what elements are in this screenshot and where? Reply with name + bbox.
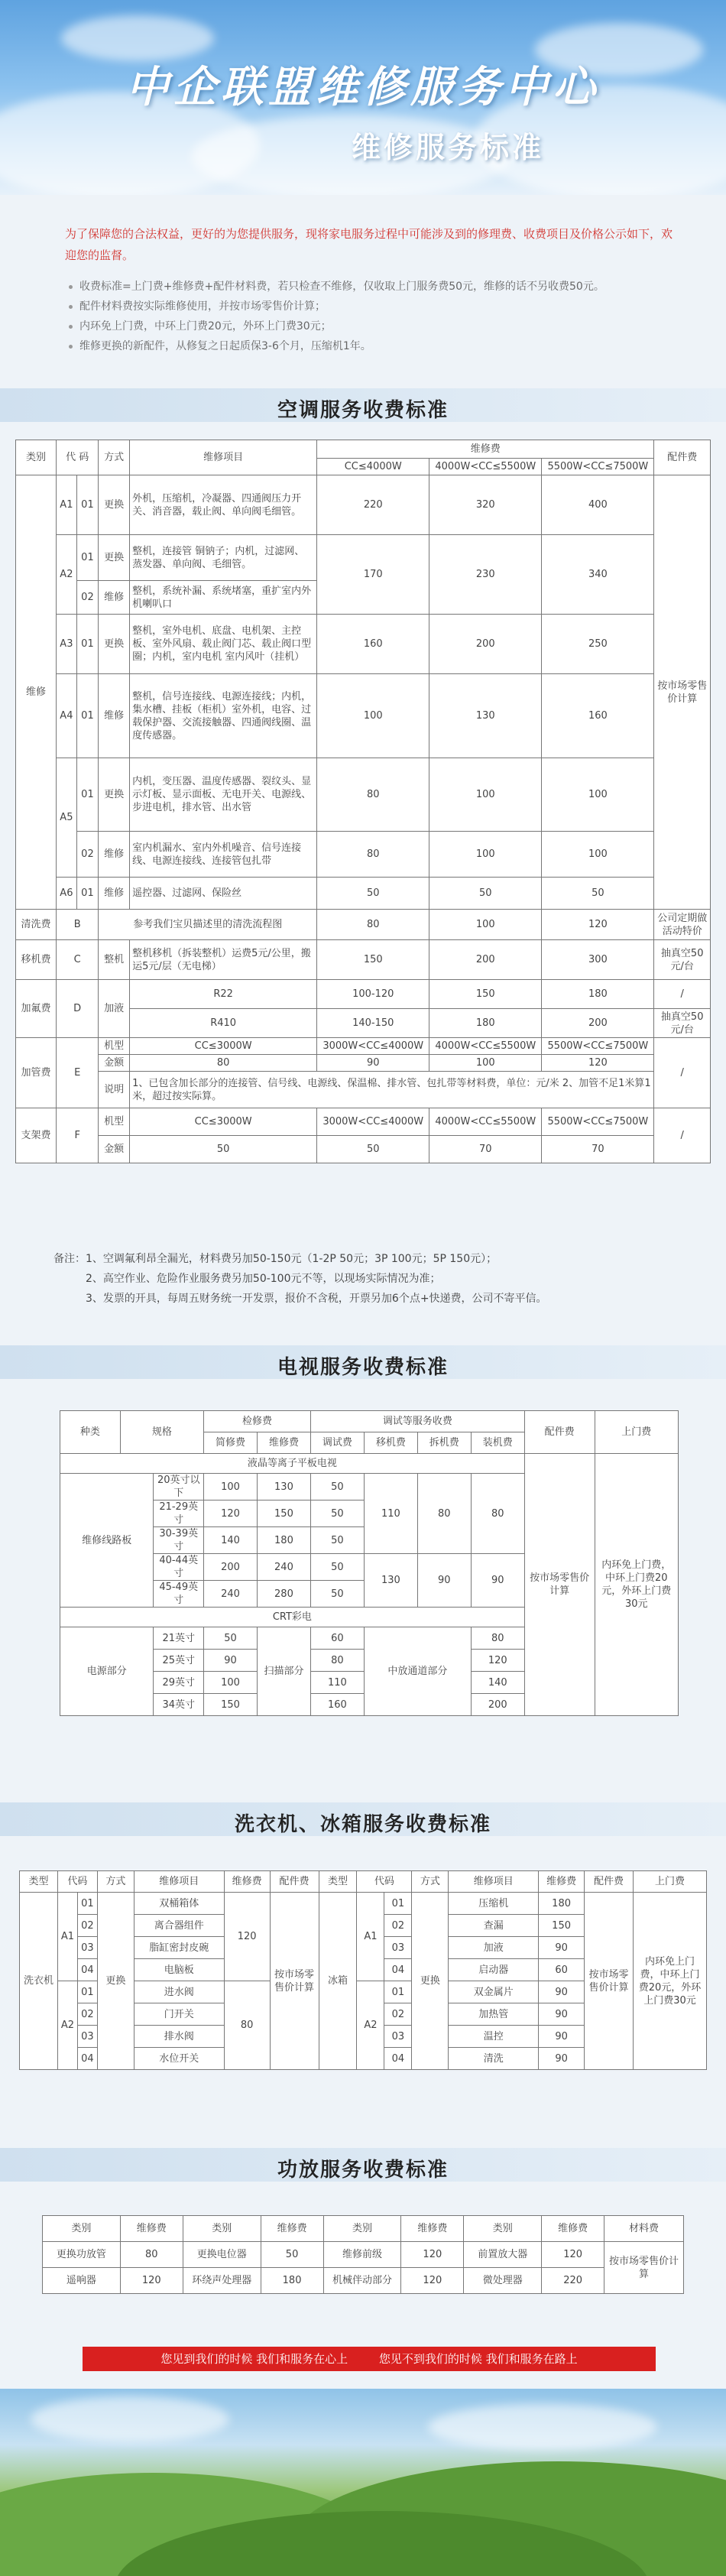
notes-list — [67, 277, 679, 356]
num-cell: 02 — [384, 2003, 412, 2026]
fee-cell: 50 — [310, 1501, 364, 1527]
code-cell: B — [57, 910, 99, 940]
th-cap3: 5500W<CC≤7500W — [542, 459, 654, 475]
th-cap1: CC≤4000W — [317, 459, 429, 475]
fee-cell: 80 — [120, 2242, 183, 2268]
remark-line: 备注：1、空调氟利昂全漏光，材料费另加50-150元（1-2P 50元；3P 100元；5P 150元）； — [53, 1253, 498, 1265]
fee-cell: 180 — [542, 980, 654, 1009]
fee-cell: 50 — [261, 2242, 323, 2268]
fee-cell: 220 — [542, 2268, 604, 2294]
num-cell: 01 — [76, 878, 99, 910]
fee-cell: 170 — [317, 535, 429, 615]
note-item: 配件材料费按实际维修使用，并按市场零售价计算； — [67, 297, 679, 316]
fee-cell: 120 — [120, 2268, 183, 2294]
fee-cell: 130 — [257, 1474, 310, 1501]
fee-cell: 180 — [257, 1527, 310, 1554]
code-cell: A4 — [57, 674, 77, 758]
item-cell: 整机，室外电机、底盘、电机架、主控板、室外风扇、载止阀门芯、载止阀口型圈；内机，室内电机 室内风叶（挂机） — [130, 615, 317, 674]
mat-cell: 按市场零售价计算 — [604, 2242, 684, 2294]
fee-cell: 50 — [542, 878, 654, 910]
method-cell: 更换 — [97, 1893, 134, 2070]
method-cell: 加液 — [99, 980, 130, 1038]
th-method: 方式 — [99, 440, 130, 475]
fee-cell: 90 — [204, 1650, 258, 1672]
code-cell: A3 — [57, 615, 77, 674]
fee-cell: 120 — [471, 1650, 524, 1672]
fee-cell: 110 — [364, 1474, 417, 1554]
item-cell: R22 — [130, 980, 317, 1009]
door-cell: 内环免上门费，中环上门费20元，外环上门费30元 — [633, 1893, 706, 2070]
footer-landscape — [0, 2389, 726, 2576]
item-cell: R410 — [130, 1009, 317, 1038]
th-col: 简修费 — [204, 1432, 258, 1454]
scan-part: 扫描部分 — [257, 1627, 310, 1716]
parts-cell: / — [654, 1038, 711, 1108]
fee-cell: 200 — [471, 1694, 524, 1716]
th-item: 维修项目 — [134, 1871, 224, 1893]
section-header-ac — [0, 388, 726, 422]
type-washer: 洗衣机 — [20, 1893, 58, 2070]
item-cell: 压缩机 — [449, 1893, 539, 1915]
item-cell: 50 — [130, 1136, 317, 1163]
fee-cell: 80 — [224, 1981, 270, 2070]
fee-cell: 160 — [317, 615, 429, 674]
cat-stand: 支架费 — [16, 1108, 57, 1163]
method-cell: 机型 — [99, 1108, 130, 1136]
fee-cell: 50 — [429, 878, 542, 910]
fee-cell: 130 — [364, 1554, 417, 1608]
fee-cell: 100 — [429, 1055, 542, 1072]
method-cell: 维修 — [99, 674, 130, 758]
fee-cell: 4000W<CC≤5500W — [429, 1038, 542, 1055]
parts-cell: / — [654, 980, 711, 1009]
fee-cell: 100-120 — [317, 980, 429, 1009]
th-fee: 维修费 — [542, 2216, 604, 2242]
slogan-left: 您见到我们的时候 我们和服务在心上 — [160, 2352, 348, 2366]
fee-cell: 110 — [310, 1672, 364, 1694]
fee-cell: 280 — [257, 1581, 310, 1608]
fee-cell: 100 — [317, 674, 429, 758]
code-cell: D — [57, 980, 99, 1038]
num-cell: 01 — [384, 1893, 412, 1915]
fee-cell: 90 — [539, 2048, 585, 2070]
fee-cell: 3000W<CC≤4000W — [317, 1108, 429, 1136]
th-code: 代 码 — [57, 440, 99, 475]
group-lcd: 液晶等离子平板电视 — [60, 1454, 525, 1474]
item-cell: 清洗 — [449, 2048, 539, 2070]
th-type: 类型 — [319, 1871, 357, 1893]
fee-cell: 140 — [204, 1527, 258, 1554]
th-cat: 类别 — [183, 2216, 261, 2242]
item-cell: 双桶箱体 — [134, 1893, 224, 1915]
th-door: 上门费 — [633, 1871, 706, 1893]
parts-cell: 按市场零售价计算 — [654, 475, 711, 910]
th-kind: 种类 — [60, 1411, 121, 1454]
th-parts: 配件费 — [270, 1871, 319, 1893]
section-title: 空调服务收费标准 — [277, 399, 449, 422]
fee-cell: 100 — [542, 758, 654, 832]
intro-text: 为了保障您的合法权益，更好的为您提供服务，现将家电服务过程中可能涉及到的修理费、收费项目及价格公示如下，欢迎您的监督。 — [65, 227, 673, 262]
th-door: 上门费 — [595, 1411, 678, 1454]
item-cell: 环绕声处理器 — [183, 2268, 261, 2294]
fee-cell: 220 — [317, 475, 429, 535]
item-cell: 整机，系统补漏、系统堵塞，重扩室内外机喇叭口 — [130, 581, 317, 615]
num-cell: 01 — [384, 1981, 412, 2003]
th-fee: 维修费 — [401, 2216, 464, 2242]
note-item: 收费标准=上门费+维修费+配件材料费，若只检查不维修，仅收取上门服务费50元，维修的话不另收费50元。 — [67, 277, 679, 297]
item-cell: 查漏 — [449, 1915, 539, 1937]
th-fee: 维修费 — [317, 440, 654, 459]
item-cell: 更换电位器 — [183, 2242, 261, 2268]
code-cell: A1 — [57, 475, 77, 535]
fee-cell: 90 — [539, 2026, 585, 2048]
group-crt: CRT彩电 — [60, 1608, 525, 1627]
parts-cell: 按市场零售价计算 — [524, 1454, 595, 1716]
item-cell: 整机移机（拆装整机）运费5元/公里，搬运5元/层（无电梯） — [130, 940, 317, 980]
fee-cell: 3000W<CC≤4000W — [317, 1038, 429, 1055]
fee-cell: 70 — [429, 1136, 542, 1163]
code-cell: E — [57, 1038, 99, 1108]
item-cell: 外机，压缩机，冷凝器、四通阀压力开关、消音器，载止阀、单向阀毛细管。 — [130, 475, 317, 535]
th-fee: 维修费 — [224, 1871, 270, 1893]
th-type: 类别 — [16, 440, 57, 475]
fee-cell: 150 — [204, 1694, 258, 1716]
item-cell: 遥响器 — [43, 2268, 121, 2294]
th-col: 装机费 — [471, 1432, 524, 1454]
method-cell: 金额 — [99, 1055, 130, 1072]
item-cell: 前置放大器 — [464, 2242, 542, 2268]
th-col: 维修费 — [257, 1432, 310, 1454]
num-cell: 04 — [384, 1959, 412, 1981]
th-cat: 类别 — [43, 2216, 121, 2242]
fee-cell: 120 — [401, 2268, 464, 2294]
fee-cell: 340 — [542, 535, 654, 615]
method-cell: 整机 — [99, 940, 130, 980]
item-cell: 内机，变压器、温度传感器、裂纹头、显示灯板、显示面板、无电开关、电源线、步进电机，排水管、出水管 — [130, 758, 317, 832]
num-cell: 01 — [76, 535, 99, 581]
parts-cell: 抽真空50元/台 — [654, 1009, 711, 1038]
fee-cell: 80 — [317, 832, 429, 878]
mid-part: 中放通道部分 — [364, 1627, 471, 1716]
section-title: 功放服务收费标准 — [277, 2159, 449, 2182]
fee-cell: 50 — [310, 1581, 364, 1608]
fee-cell: 240 — [204, 1581, 258, 1608]
item-cell: 门开关 — [134, 2003, 224, 2026]
fee-cell: 180 — [429, 1009, 542, 1038]
item-cell: 室内机漏水、室内外机噪音、信号连接线、电源连接线、连接管包扎带 — [130, 832, 317, 878]
th-spec: 规格 — [120, 1411, 203, 1454]
fee-cell: 120 — [542, 2242, 604, 2268]
slogan-right: 您见不到我们的时候 我们和服务在路上 — [378, 2352, 578, 2366]
num-cell: 02 — [76, 581, 99, 615]
fee-cell: 90 — [471, 1554, 524, 1608]
fee-cell: 4000W<CC≤5500W — [429, 1108, 542, 1136]
item-cell: 80 — [130, 1055, 317, 1072]
fee-cell: 120 — [542, 910, 654, 940]
fee-cell: 150 — [539, 1915, 585, 1937]
item-cell: 排水阀 — [134, 2026, 224, 2048]
note-item: 内环免上门费，中环上门费20元，外环上门费30元； — [67, 316, 679, 336]
item-cell: 整机，信号连接线、电源连接线；内机，集水槽、挂板（柜机）室外机，电容、过载保护器、交流接触器、四通阀线圈、温度传感器。 — [130, 674, 317, 758]
parts-cell: 按市场零售价计算 — [585, 1893, 634, 2070]
fee-cell: 50 — [310, 1554, 364, 1581]
size-cell: 21-29英寸 — [154, 1501, 204, 1527]
method-cell: 更换 — [99, 475, 130, 535]
num-cell: 01 — [76, 475, 99, 535]
method-cell: 更换 — [99, 535, 130, 581]
fee-cell: 80 — [471, 1627, 524, 1650]
remark-line: 3、发票的开具，每周五财务统一开发票，报价不含税，开票另加6个点+快递费，公司不寄平信。 — [86, 1293, 547, 1305]
code-cell: C — [57, 940, 99, 980]
num-cell: 01 — [77, 1981, 97, 2003]
hero-subtitle: 维修服务标准 — [352, 131, 545, 164]
th-type: 类型 — [20, 1871, 58, 1893]
th-col: 调试费 — [310, 1432, 364, 1454]
fee-cell: 100 — [429, 758, 542, 832]
fee-cell: 90 — [317, 1055, 429, 1072]
th-method: 方式 — [97, 1871, 134, 1893]
th-code: 代码 — [357, 1871, 412, 1893]
fee-cell: 150 — [257, 1501, 310, 1527]
ac-remarks — [53, 1249, 688, 1309]
item-cell: 参考我们宝贝描述里的清洗流程图 — [99, 910, 317, 940]
th-item: 维修项目 — [449, 1871, 539, 1893]
th-mat: 材料费 — [604, 2216, 684, 2242]
size-cell: 40-44英寸 — [154, 1554, 204, 1581]
th-item: 维修项目 — [130, 440, 317, 475]
item-cell: 维修前级 — [323, 2242, 401, 2268]
fee-cell: 320 — [429, 475, 542, 535]
cat-clean: 清洗费 — [16, 910, 57, 940]
fee-cell: 100 — [542, 832, 654, 878]
th-debug: 调试等服务收费 — [310, 1411, 524, 1432]
method-cell: 更换 — [99, 758, 130, 832]
fee-cell: 400 — [542, 475, 654, 535]
type-fridge: 冰箱 — [319, 1893, 357, 2070]
method-cell: 说明 — [99, 1072, 130, 1108]
fee-cell: 150 — [429, 980, 542, 1009]
parts-cell: 抽真空50元/台 — [654, 940, 711, 980]
fee-cell: 250 — [542, 615, 654, 674]
cat-pipe: 加管费 — [16, 1038, 57, 1108]
fee-cell: 200 — [429, 615, 542, 674]
th-cat: 类别 — [464, 2216, 542, 2242]
code-cell: A6 — [57, 878, 77, 910]
section-header-tv — [0, 1345, 726, 1379]
th-inspect: 检修费 — [204, 1411, 311, 1432]
section-title: 洗衣机、冰箱服务收费标准 — [234, 1813, 491, 1836]
item-cell: 电脑板 — [134, 1959, 224, 1981]
fee-cell: 50 — [317, 878, 429, 910]
code-cell: A2 — [57, 535, 77, 615]
door-cell: 内环免上门费，中环上门费20元，外环上门费30元 — [595, 1454, 678, 1716]
lcd-part: 维修线路板 — [60, 1474, 154, 1608]
fee-cell: 140-150 — [317, 1009, 429, 1038]
remark-line: 2、高空作业、危险作业服务费另加50-100元不等，以现场实际情况为准； — [86, 1273, 441, 1285]
item-cell: CC≤3000W — [130, 1038, 317, 1055]
th-parts: 配件费 — [585, 1871, 634, 1893]
fee-cell: 90 — [539, 2003, 585, 2026]
num-cell: 03 — [77, 2026, 97, 2048]
num-cell: 02 — [77, 2003, 97, 2026]
method-cell: 更换 — [412, 1893, 449, 2070]
hero-banner — [0, 0, 726, 195]
hero-title: 中企联盟维修服务中心 — [126, 62, 600, 112]
item-cell: 1、已包含加长部分的连接管、信号线、电源线、保温棉、排水管、包扎带等材料费，单位：元/米 2、加管不足1米算1米，超过按实际算。 — [130, 1072, 654, 1108]
fee-cell: 100 — [204, 1672, 258, 1694]
fee-cell: 180 — [261, 2268, 323, 2294]
method-cell: 维修 — [99, 832, 130, 878]
th-fee: 维修费 — [120, 2216, 183, 2242]
num-cell: 01 — [76, 758, 99, 832]
num-cell: 01 — [76, 615, 99, 674]
code-cell: F — [57, 1108, 99, 1163]
tv-fee-table — [60, 1410, 679, 1716]
fee-cell: 60 — [539, 1959, 585, 1981]
th-col: 拆机费 — [417, 1432, 471, 1454]
fee-cell: 100 — [429, 910, 542, 940]
method-cell: 维修 — [99, 581, 130, 615]
fee-cell: 240 — [257, 1554, 310, 1581]
method-cell: 更换 — [99, 615, 130, 674]
num-cell: 04 — [384, 2048, 412, 2070]
fee-cell: 100 — [204, 1474, 258, 1501]
fee-cell: 90 — [539, 1981, 585, 2003]
fee-cell: 120 — [204, 1501, 258, 1527]
section-title: 电视服务收费标准 — [277, 1356, 449, 1379]
fee-cell: 300 — [542, 940, 654, 980]
fee-cell: 50 — [204, 1627, 258, 1650]
section-header-wash — [0, 1802, 726, 1836]
num-cell: 02 — [77, 1915, 97, 1937]
num-cell: 01 — [77, 1893, 97, 1915]
size-cell: 30-39英寸 — [154, 1527, 204, 1554]
fee-cell: 5500W<CC≤7500W — [542, 1038, 654, 1055]
th-cap2: 4000W<CC≤5500W — [429, 459, 542, 475]
section-header-amp — [0, 2148, 726, 2182]
num-cell: 02 — [76, 832, 99, 878]
size-cell: 25英寸 — [154, 1650, 204, 1672]
parts-cell: 按市场零售价计算 — [270, 1893, 319, 2070]
fee-cell: 80 — [310, 1650, 364, 1672]
fee-cell: 5500W<CC≤7500W — [542, 1108, 654, 1136]
method-cell: 金额 — [99, 1136, 130, 1163]
size-cell: 21英寸 — [154, 1627, 204, 1650]
num-cell: 03 — [384, 2026, 412, 2048]
fee-cell: 80 — [471, 1474, 524, 1554]
th-method: 方式 — [412, 1871, 449, 1893]
item-cell: 加液 — [449, 1937, 539, 1959]
th-parts: 配件费 — [654, 440, 711, 475]
note-item: 维修更换的新配件，从修复之日起质保3-6个月，压缩机1年。 — [67, 336, 679, 356]
item-cell: 水位开关 — [134, 2048, 224, 2070]
num-cell: 04 — [77, 1959, 97, 1981]
size-cell: 29英寸 — [154, 1672, 204, 1694]
crt-part: 电源部分 — [60, 1627, 154, 1716]
fee-cell: 200 — [542, 1009, 654, 1038]
fee-cell: 130 — [429, 674, 542, 758]
item-cell: 机械伴动部分 — [323, 2268, 401, 2294]
th-parts: 配件费 — [524, 1411, 595, 1454]
fee-cell: 180 — [539, 1893, 585, 1915]
code-cell: A5 — [57, 758, 77, 878]
size-cell: 34英寸 — [154, 1694, 204, 1716]
item-cell: 整机，连接管 铜钠子；内机，过滤网、蒸发器、单向阀、毛细管。 — [130, 535, 317, 581]
item-cell: 遥控器、过滤网、保险丝 — [130, 878, 317, 910]
slogan-banner — [83, 2347, 656, 2371]
cat-move: 移机费 — [16, 940, 57, 980]
item-cell: 双金属片 — [449, 1981, 539, 2003]
fee-cell: 160 — [542, 674, 654, 758]
item-cell: 启动器 — [449, 1959, 539, 1981]
item-cell: 加热管 — [449, 2003, 539, 2026]
parts-cell: 公司定期做活动特价 — [654, 910, 711, 940]
th-fee: 维修费 — [261, 2216, 323, 2242]
th-cat: 类别 — [323, 2216, 401, 2242]
fee-cell: 200 — [429, 940, 542, 980]
fee-cell: 90 — [539, 1937, 585, 1959]
item-cell: 离合器组件 — [134, 1915, 224, 1937]
method-cell: 维修 — [99, 878, 130, 910]
item-cell: 温控 — [449, 2026, 539, 2048]
item-cell: 更换功放管 — [43, 2242, 121, 2268]
fee-cell: 100 — [429, 832, 542, 878]
ac-fee-table — [15, 440, 711, 1163]
fee-cell: 80 — [317, 910, 429, 940]
item-cell: CC≤3000W — [130, 1108, 317, 1136]
fee-cell: 120 — [542, 1055, 654, 1072]
fee-cell: 230 — [429, 535, 542, 615]
num-cell: 02 — [384, 1915, 412, 1937]
fee-cell: 90 — [417, 1554, 471, 1608]
fee-cell: 120 — [401, 2242, 464, 2268]
fee-cell: 200 — [204, 1554, 258, 1581]
fee-cell: 160 — [310, 1694, 364, 1716]
fee-cell: 150 — [317, 940, 429, 980]
item-cell: 微处理器 — [464, 2268, 542, 2294]
num-cell: 03 — [384, 1937, 412, 1959]
fee-cell: 50 — [310, 1474, 364, 1501]
th-code: 代码 — [57, 1871, 97, 1893]
method-cell: 机型 — [99, 1038, 130, 1055]
size-cell: 45-49英寸 — [154, 1581, 204, 1608]
item-cell: 进水阀 — [134, 1981, 224, 2003]
parts-cell: / — [654, 1108, 711, 1163]
cat-repair: 维修 — [16, 475, 57, 910]
wash-fridge-table: 类型 代码 方式 维修项目 维修费 配件费 类型 代码 方式 维修项目 维修费 配件费 上门费 洗衣机 A1 01 更换 双桶箱体 120 按市场零售价计算 冰箱 A1 01 更换 压缩机 180 按市场零售价计算 内环免上门费，中环上门费20元，外环上门费30元 02 离合器组件 02 查漏 150 03 脂缸密封皮碗 03 加液 90 04 电脑板 04 启动器 60 A2 01 进水阀 80 A2 01 双金属片 90 02 门开关 02 加热管 90 03 排水阀 03 温控 90 04 水位开关 04 清洗 90 — [19, 1870, 707, 2070]
cat-gas: 加氟费 — [16, 980, 57, 1038]
fee-cell: 50 — [310, 1527, 364, 1554]
size-cell: 20英寸以下 — [154, 1474, 204, 1501]
amp-fee-table — [42, 2215, 684, 2294]
fee-cell: 140 — [471, 1672, 524, 1694]
num-cell: 04 — [77, 2048, 97, 2070]
fee-cell: 60 — [310, 1627, 364, 1650]
fee-cell: 80 — [317, 758, 429, 832]
fee-cell: 70 — [542, 1136, 654, 1163]
item-cell: 脂缸密封皮碗 — [134, 1937, 224, 1959]
num-cell: 03 — [77, 1937, 97, 1959]
fee-cell: 120 — [224, 1893, 270, 1981]
fee-cell: 50 — [317, 1136, 429, 1163]
th-col: 移机费 — [364, 1432, 417, 1454]
num-cell: 01 — [76, 674, 99, 758]
th-fee: 维修费 — [539, 1871, 585, 1893]
fee-cell: 80 — [417, 1474, 471, 1554]
